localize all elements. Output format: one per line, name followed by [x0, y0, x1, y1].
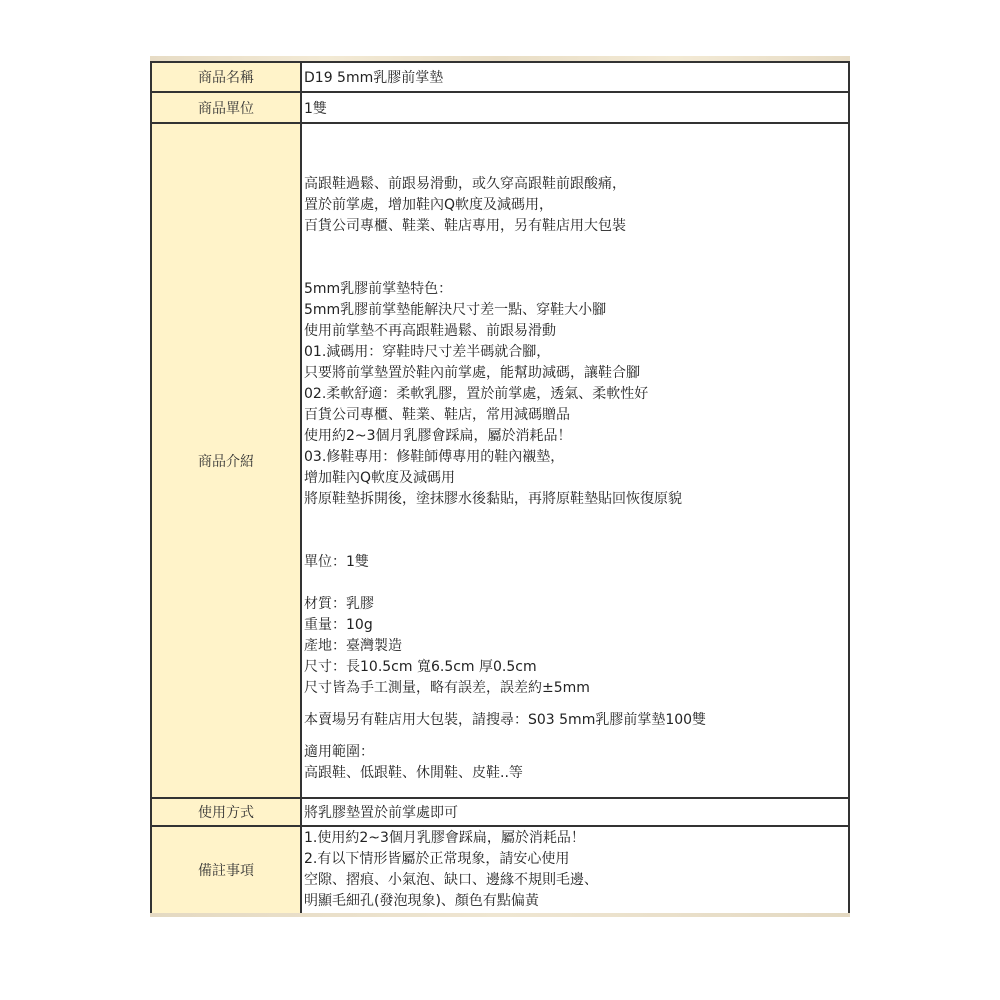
note-line: 2.有以下情形皆屬於正常現象，請安心使用 [304, 851, 570, 867]
label-product-name: 商品名稱 [151, 62, 301, 92]
feature-line: 增加鞋內Q軟度及減碼用 [304, 470, 456, 486]
product-spec-table [150, 61, 850, 915]
row-product-unit [151, 92, 849, 123]
row-usage [151, 798, 849, 826]
spec-weight: 重量：10g [304, 617, 373, 633]
feature-line: 5mm乳膠前掌墊能解決尺寸差一點、穿鞋大小腳 [304, 302, 607, 318]
feature-heading: 5mm乳膠前掌墊特色： [304, 281, 453, 297]
feature-line: 百貨公司專櫃、鞋業、鞋店，常用減碼贈品 [304, 407, 570, 423]
feature-line: 只要將前掌墊置於鞋內前掌處，能幫助減碼，讓鞋合腳 [304, 365, 640, 381]
feature-line: 使用前掌墊不再高跟鞋過鬆、前跟易滑動 [304, 323, 556, 339]
spec-origin: 產地：臺灣製造 [304, 638, 402, 654]
value-usage: 將乳膠墊置於前掌處即可 [301, 798, 849, 826]
value-notes [301, 826, 849, 914]
row-product-intro [151, 123, 849, 798]
value-product-name: D19 5mm乳膠前掌墊 [301, 62, 849, 92]
scope-line: 高跟鞋、低跟鞋、休閒鞋、皮鞋..等 [304, 765, 523, 781]
feature-line: 使用約2~3個月乳膠會踩扁，屬於消耗品！ [304, 428, 572, 444]
feature-line: 將原鞋墊拆開後，塗抹膠水後黏貼，再將原鞋墊貼回恢復原貌 [304, 491, 682, 507]
value-product-unit: 1雙 [301, 92, 849, 123]
spec-list [304, 594, 848, 699]
label-product-unit: 商品單位 [151, 92, 301, 123]
bottom-decor-band [150, 913, 850, 917]
intro-line: 百貨公司專櫃、鞋業、鞋店專用，另有鞋店用大包裝 [304, 218, 626, 234]
label-usage: 使用方式 [151, 798, 301, 826]
search-note: 本賣場另有鞋店用大包裝，請搜尋：S03 5mm乳膠前掌墊100雙 [304, 712, 707, 728]
scope-block [304, 742, 848, 784]
intro-line: 置於前掌處，增加鞋內Q軟度及減碼用， [304, 197, 554, 213]
note-line: 1.使用約2~3個月乳膠會踩扁，屬於消耗品！ [304, 830, 585, 846]
feature-line: 02.柔軟舒適：柔軟乳膠，置於前掌處，透氣、柔軟性好 [304, 386, 649, 402]
value-product-intro [301, 123, 849, 798]
intro-features [304, 279, 848, 510]
row-product-name [151, 62, 849, 92]
label-product-intro: 商品介紹 [151, 123, 301, 798]
label-notes: 備註事項 [151, 826, 301, 914]
feature-line: 03.修鞋專用：修鞋師傅專用的鞋內襯墊， [304, 449, 565, 465]
intro-paragraph-1 [304, 174, 848, 237]
spec-material: 材質：乳膠 [304, 596, 374, 612]
spec-size: 尺寸：長10.5cm 寬6.5cm 厚0.5cm [304, 659, 537, 675]
note-line: 明顯毛細孔(發泡現象)、顏色有點偏黃 [304, 893, 539, 909]
scope-heading: 適用範圍： [304, 744, 374, 760]
note-line: 空隙、摺痕、小氣泡、缺口、邊緣不規則毛邊、 [304, 872, 598, 888]
unit-line: 單位：1雙 [304, 554, 369, 570]
spec-tolerance: 尺寸皆為手工測量，略有誤差，誤差約±5mm [304, 680, 590, 696]
intro-line: 高跟鞋過鬆、前跟易滑動，或久穿高跟鞋前跟酸痛， [304, 176, 626, 192]
feature-line: 01.減碼用：穿鞋時尺寸差半碼就合腳， [304, 344, 551, 360]
row-notes [151, 826, 849, 914]
